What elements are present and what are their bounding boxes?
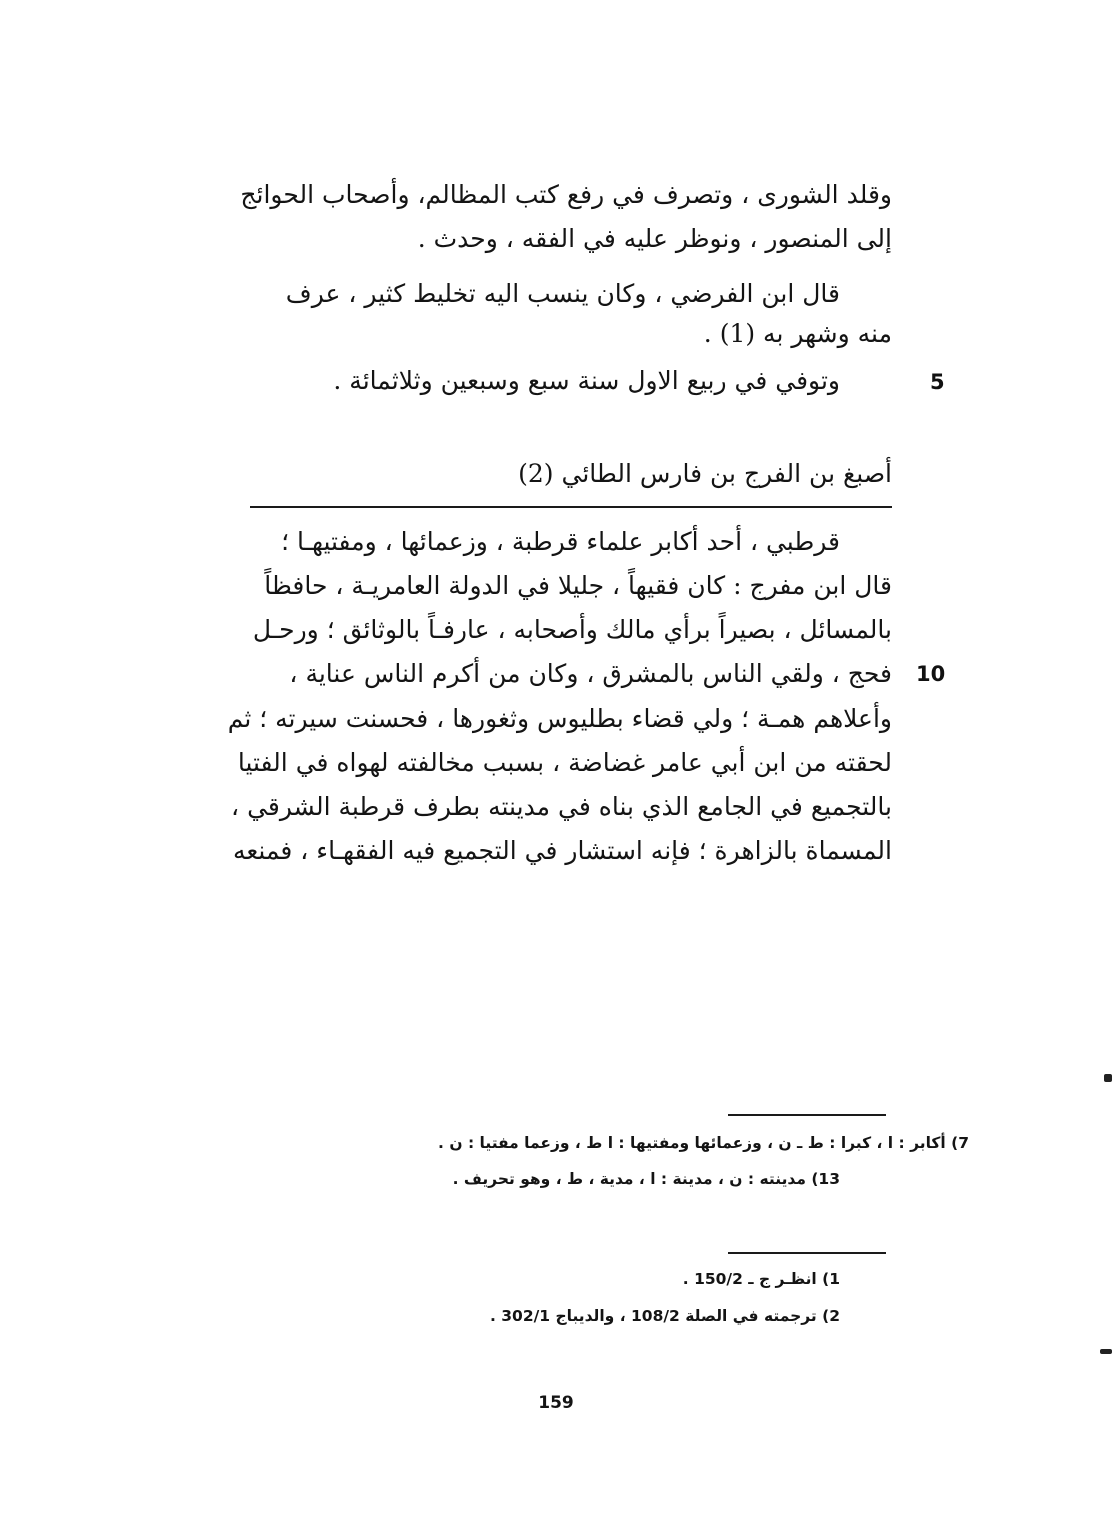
text-line: بالتجميع في الجامع الذي بناه في مدينته بطرف قرطبة الشرقي ، <box>231 792 892 821</box>
page-number: 159 <box>538 1393 574 1413</box>
line-number-10: 10 <box>916 662 946 686</box>
entry-heading: أصبغ بن الفرج بن فارس الطائي (2) <box>518 459 892 488</box>
footnote: 2) ترجمته في الصلة 108/2 ، والديباج 302/1 . <box>489 1307 840 1325</box>
footnote: 1) انظـر ج ـ 150/2 . <box>682 1270 840 1288</box>
heading-underline <box>250 506 892 508</box>
text-line: إلى المنصور ، ونوظر عليه في الفقه ، وحدث . <box>417 224 892 253</box>
entry-header <box>250 456 892 516</box>
text-line: وقلد الشورى ، وتصرف في رفع كتب المظالم، وأصحاب الحوائج <box>240 180 892 209</box>
text-line: منه وشهر به (1) . <box>703 319 892 348</box>
scan-artifact-mark <box>1100 1349 1112 1354</box>
scan-artifact-mark <box>1104 1074 1112 1082</box>
text-line: لحقته من ابن أبي عامر غضاضة ، بسبب مخالفته لهواه في الفتيا <box>237 748 892 777</box>
paragraph-ibn-al-faradi <box>250 276 892 356</box>
text-line: وأعلاهم همـة ؛ ولي قضاء بطليوس وثغورها ، فحسنت سيرته ؛ ثم <box>227 704 892 733</box>
footnote-divider <box>728 1252 886 1254</box>
text-line: قال ابن مفرج : كان فقيهاً ، جليلا في الدولة العامريـة ، حافظاً <box>264 571 892 600</box>
variant-note: 13) مدينته : ن ، مدينة : ا ، مدية ، ط ، وهو تحريف . <box>452 1170 840 1188</box>
text-line: المسماة بالزاهرة ؛ فإنه استشار في التجميع فيه الفقهـاء ، فمنعه <box>232 836 892 865</box>
text-line: فحج ، ولقي الناس بالمشرق ، وكان من أكرم الناس عناية ، <box>289 659 892 688</box>
line-number-5: 5 <box>930 370 945 394</box>
text-line: بالمسائل ، بصيراً برأي مالك وأصحابه ، عارفـاً بالوثائق ؛ ورحـل <box>252 615 892 644</box>
text-line: قال ابن الفرضي ، وكان ينسب اليه تخليط كثير ، عرف <box>285 279 840 308</box>
paragraph-death-date <box>250 363 892 403</box>
entry-body <box>227 524 892 874</box>
variant-note: 7) أكابر : ا ، كبرا : ط ـ ن ، وزعمائها ومفتيها : ا ط ، وزعما مفتيا : ن . <box>438 1134 969 1152</box>
apparatus-divider <box>728 1114 886 1116</box>
body-text-top <box>240 177 892 257</box>
text-line: وتوفي في ربيع الاول سنة سبع وسبعين وثلاثمائة . <box>333 366 840 395</box>
text-line: قرطبي ، أحد أكابر علماء قرطبة ، وزعمائها ، ومفتيهـا ؛ <box>281 527 840 556</box>
